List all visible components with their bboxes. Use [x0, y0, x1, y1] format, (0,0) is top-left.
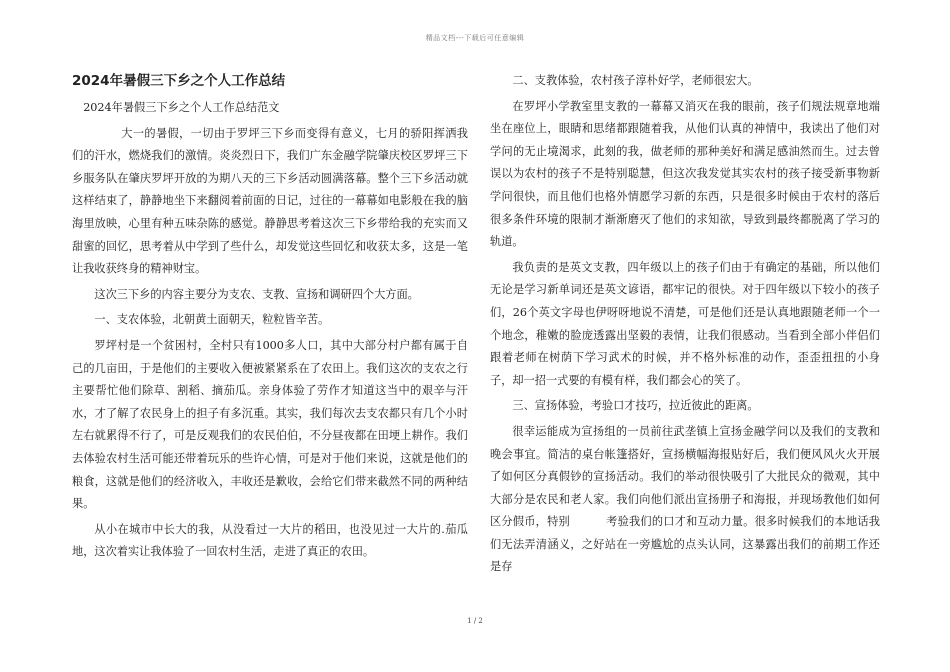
page-header: 精品文档---下载后可任意编辑	[425, 34, 525, 42]
section-heading-promotion: 三、宣扬体验，考验口才技巧，拉近彼此的距离。	[512, 399, 759, 413]
english-teaching-paragraph: 我负责的是英文支教，四年级以上的孩子们由于有确定的基础，所以他们无论是学习新单词还是英文谚语，都牢记的很快。对于四年级以下较小的孩子们，26个英文字母也伊呀呀地说不清楚，可是他们还是认真地跟随老师一个一个地念，稚嫩的脸庞透露出坚毅的表情，让我们很感动。当看到全部小伴侣们跟着老师在树荫下学习武术的时候，并不格外标准的动作，歪歪扭扭的小身子，却一招一式要的有模有样，我们都会心的笑了。	[490, 260, 880, 387]
section-heading-agriculture: 一、支农体验，北朝黄土面朝天，粒粒皆辛苦。	[94, 313, 330, 327]
agriculture-paragraph: 罗坪村是一个贫困村，全村只有1000多人口，其中大部分村户都有属于自己的几亩田，于是他们的主要收入便被紧紧系在了农田上。我们这次的支农之行主要帮忙他们除草、割稻、摘茄瓜。亲身体验了劳作才知道这当中的艰辛与汗水，才了解了农民身上的担子有多沉重。其实，我们每次去支农都只有几个小时左右就累得不行了，可是反观我们的农民伯伯，不分昼夜都在田埂上耕作。我们去体验农村生活可能还带着玩乐的些许心情，可是对于他们来说，这就是他们的粮食，这就是他们的经济收入，丰收还是歉收，会给它们带来截然不同的两种结果。	[72, 338, 468, 511]
promotion-paragraph	[490, 421, 880, 579]
left-column	[72, 70, 468, 567]
subtitle-paragraph: 2024年暑假三下乡之个人工作总结范文	[83, 101, 280, 114]
content-overview-paragraph: 这次三下乡的内容主要分为支农、支教、宣扬和调研四个大方面。	[94, 287, 419, 301]
farmland-paragraph: 从小在城市中长大的我，从没看过一大片的稻田，也没见过一大片的.茄瓜地，这次着实让我体验了一回农村生活，走进了真正的农田。	[72, 522, 468, 559]
section-heading-teaching: 二、支教体验，农村孩子淳朴好学，老师很宏大。	[512, 74, 759, 87]
intro-paragraph: 大一的暑假，一切由于罗坪三下乡而变得有意义，七月的骄阳挥洒我们的汗水，燃烧我们的激情。炎炎烈日下，我们广东金融学院肇庆校区罗坪三下乡服务队在肇庆罗坪开放的为期八天的三下乡活动圆满落幕。整个三下乡活动就这样结束了，静静地坐下来翻阅着前面的日记，过往的一幕幕如电影般在我的脑海里放映，心里有种五味杂陈的感觉。静静思考着这次三下乡带给我的充实而又甜蜜的回忆，思考着从中学到了些什么，却发觉这些回忆和收获太多，这是一笔让我收获终身的精神财宝。	[72, 126, 468, 276]
teaching-paragraph: 在罗坪小学教室里支教的一幕幕又消灭在我的眼前，孩子们规法规章地端坐在座位上，眼睛和思绪都跟随着我，从他们认真的神情中，我读出了他们对学问的无止境渴求，此刻的我，做老师的那种美好和满足感油然而生。过去曾误以为农村的孩子不是特别聪慧，但这次我发觉其实农村的孩子接受新事物新学问很快，而且他们也格外情愿学习新的东西，只是很多时候由于农村的落后很多条件环境的限制才渐渐磨灭了他们的求知欲，导致到最终都脱离了学习的轨道。	[490, 99, 880, 249]
right-column	[490, 70, 880, 582]
promotion-text-part-2: 考验我们的口才和互动力量。很多时候我们的本地话我们无法弄清涵义，之好站在一旁尴尬的点头认同，这暴露出我们的前期工作还是存	[490, 515, 880, 574]
page-number: 1 / 2	[467, 617, 483, 625]
promotion-text-part-1: 很幸运能成为宣扬组的一员前往武垄镇上宣扬金融学问以及我们的支教和晚会事宜。简洁的桌台帐篷搭好，宣扬横幅海报贴好后，我们便风风火火开展了如何区分真假钞的宣扬活动。我们的举动很快吸引了大批民众的微观，其中大部分是农民和老人家。我们向他们派出宣扬册子和海报，并现场教他们如何区分假币，特别	[490, 424, 880, 529]
document-title: 2024年暑假三下乡之个人工作总结	[72, 73, 286, 89]
